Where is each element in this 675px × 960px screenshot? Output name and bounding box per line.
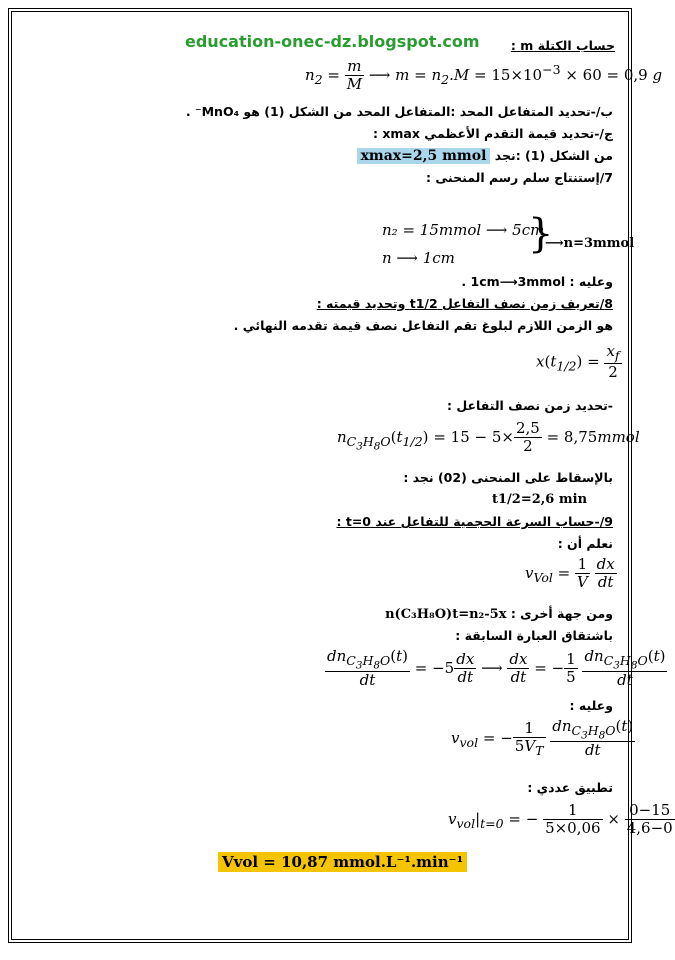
equation-derivative: $\frac{dn_{C_3H_8O}(t)}{dt}$ = −5 $\frac{dx}{dt}$ ⟶ $\frac{dx}{dt}$ = − $\frac{1}{5}$ $\frac{dn_{C_3H_8O}(t)}{dt}$: [327, 647, 666, 690]
scale-result: ⟶n=3mmol: [545, 236, 635, 251]
projection-line: بالإسقاط على المنحنى (02) نجد :: [403, 470, 613, 485]
watermark: education-onec-dz.blogspot.com: [185, 32, 480, 51]
xmax-label: من الشكل (1) :نجد: [494, 148, 613, 163]
xmax-value: xmax=2,5 mmol: [357, 148, 491, 164]
half-life-calc-heading: -تحديد زمن نصف التفاعل :: [447, 398, 613, 413]
scale-heading: 7/إستنتاج سلم رسم المنحنى :: [426, 170, 613, 185]
brace-symbol: }: [528, 211, 554, 257]
derivative-heading: باشتقاق العبارة السابقة :: [455, 628, 613, 643]
half-life-heading: 8/تعريف زمن نصف التفاعل t1/2 وتحديد قيمته :: [316, 296, 613, 311]
equation-rate-expression: $v_{vol}$ = − $\frac{1}{5V_T}$ $\frac{dn_{C_3H_8O}(t)}{dt}$: [451, 717, 634, 760]
volumetric-rate-heading: 9/-حساب السرعة الحجمية للتفاعل عند t=0 :: [336, 514, 613, 529]
numeric-application-heading: تطبيق عددي :: [527, 780, 613, 795]
equation-half-life-moles: $n_{C_3H_8O}(t_{1/2}) = 15 - 5\times$ $\frac{2,5}{2}$ = 8,75mmol: [337, 419, 640, 456]
moles-expression: n(C₃H₈O)t=n₂-5x: [385, 607, 507, 622]
scale-conclusion: وعليه : 1cm⟶3mmol .: [461, 274, 613, 289]
equation-numeric: $v_{vol}|_{t=0}$ = − $\frac{1}{5\times 0,06}$ × $\frac{0-15}{4,6-0}$: [448, 801, 673, 838]
half-life-value: t1/2=2,6 min: [492, 492, 588, 507]
equation-scale-system: [382, 216, 544, 272]
xmax-heading: ج/-تحديد قيمة التقدم الأعظمي xmax :: [372, 126, 613, 141]
final-result: Vvol = 10,87 mmol.L⁻¹.min⁻¹: [218, 852, 467, 872]
we-know-line: نعلم أن :: [557, 536, 613, 551]
section-mass-heading: حساب الكتلة m :: [510, 38, 615, 53]
xmax-result-line: [357, 148, 613, 164]
equation-mass: $n_2$ = $\frac{m}{M}$ ⟶ $m = n_2.M = 15\times 10^{-3} \times 60 = 0,9$ g: [305, 57, 663, 94]
equation-half-extent: $x(t_{1/2})$ = $\frac{x_f}{2}$: [536, 342, 620, 382]
half-life-definition: هو الزمن اللازم لبلوغ تقم التفاعل نصف قيمة تقدمه النهائي .: [233, 318, 613, 333]
equation-scale-line2: n ⟶ 1cm: [382, 249, 455, 267]
equation-rate-definition: $v_{Vol}$ = $\frac{1}{V}$ $\frac{dx}{dt}$: [525, 555, 615, 592]
equation-scale-line1: n₂ = 15mmol ⟶ 5cm: [382, 221, 545, 239]
therefore-line: وعليه :: [569, 698, 613, 713]
other-side-line: [385, 606, 613, 622]
other-side-label: ومن جهة أخرى :: [510, 606, 613, 621]
limiting-reactant-line: ب/-تحديد المتفاعل المحد :المتفاعل المحد من الشكل (1) هو MnO₄⁻ .: [185, 104, 613, 119]
